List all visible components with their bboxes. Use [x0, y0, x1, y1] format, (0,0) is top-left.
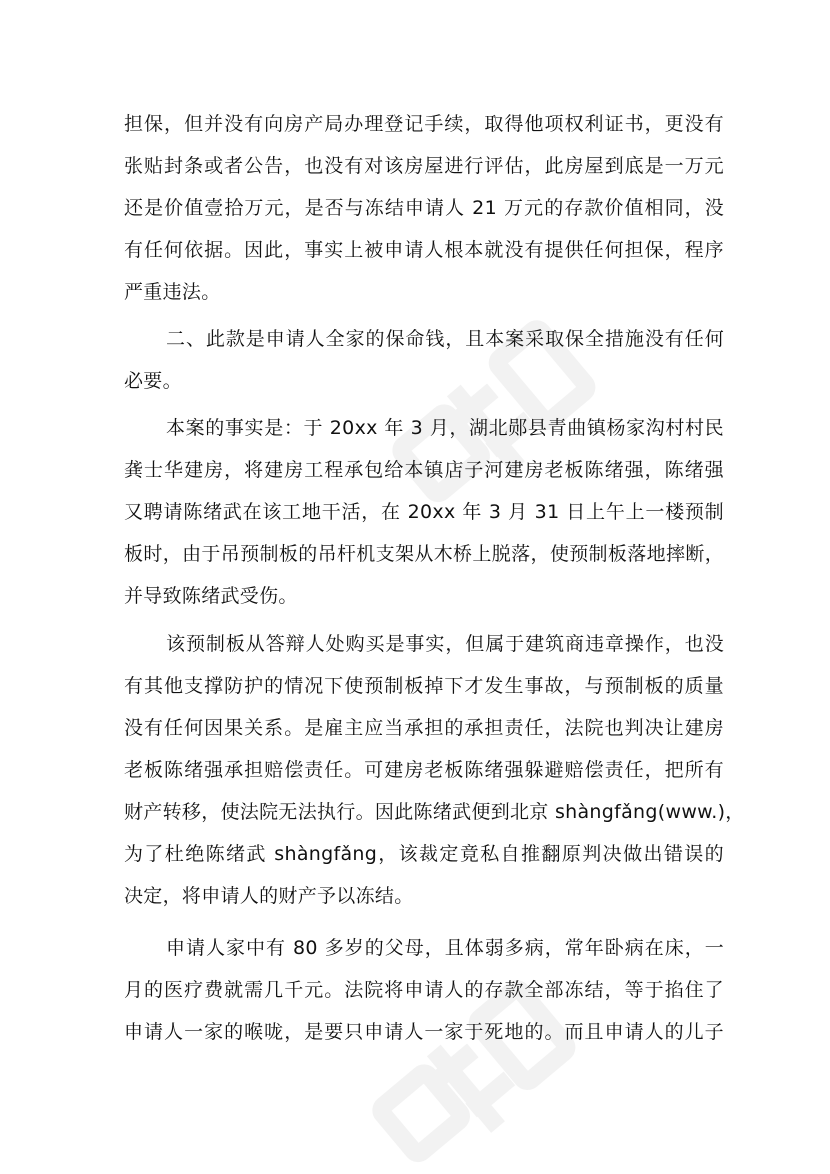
body-text-line: 还是价值壹拾万元，是否与冻结申请人 21 万元的存款价值相同，没: [124, 197, 724, 219]
body-text-line: 张贴封条或者公告，也没有对该房屋进行评估，此房屋到底是一万元: [124, 155, 724, 177]
body-text-line: 本案的事实是：于 20xx 年 3 月，湖北郧县青曲镇杨家沟村村民: [166, 417, 724, 439]
body-text-line: 严重违法。: [124, 281, 221, 303]
body-text-line: 财产转移，使法院无法执行。因此陈绪武便到北京 shàngfǎng(www.)，: [124, 801, 745, 823]
body-text-line: 申请人家中有 80 多岁的父母，且体弱多病，常年卧病在床，一: [166, 937, 724, 959]
body-text-line: 为了杜绝陈绪武 shàngfǎng，该裁定竟私自推翻原判决做出错误的: [124, 843, 724, 865]
body-text-line: 又聘请陈绪武在该工地干活，在 20xx 年 3 月 31 日上午上一楼预制: [124, 501, 724, 523]
body-text-line: 板时，由于吊预制板的吊杆机支架从木桥上脱落，使预制板落地摔断，: [124, 543, 724, 565]
section-heading-line: 必要。: [124, 370, 182, 392]
body-text-line: 有其他支撑防护的情况下使预制板掉下才发生事故，与预制板的质量: [124, 675, 724, 697]
body-text-line: 申请人一家的喉咙，是要只申请人一家于死地的。而且申请人的儿子: [124, 1021, 724, 1043]
body-text-line: 有任何依据。因此，事实上被申请人根本就没有提供任何担保，程序: [124, 239, 724, 261]
body-text-line: 决定，将申请人的财产予以冻结。: [124, 885, 414, 907]
body-text-line: 月的医疗费就需几千元。法院将申请人的存款全部冻结，等于掐住了: [124, 979, 724, 1001]
body-text-line: 担保，但并没有向房产局办理登记手续，取得他项权利证书，更没有: [124, 113, 724, 135]
body-text-line: 老板陈绪强承担赔偿责任。可建房老板陈绪强躲避赔偿责任，把所有: [124, 759, 724, 781]
body-text-line: 该预制板从答辩人处购买是事实，但属于建筑商违章操作，也没: [166, 633, 724, 655]
body-text-line: 没有任何因果关系。是雇主应当承担的承担责任，法院也判决让建房: [124, 717, 724, 739]
body-text-line: 龚士华建房，将建房工程承包给本镇店子河建房老板陈绪强，陈绪强: [124, 459, 724, 481]
section-heading-line: 二、此款是申请人全家的保命钱，且本案采取保全措施没有任何: [166, 328, 724, 350]
body-text-line: 并导致陈绪武受伤。: [124, 585, 298, 607]
